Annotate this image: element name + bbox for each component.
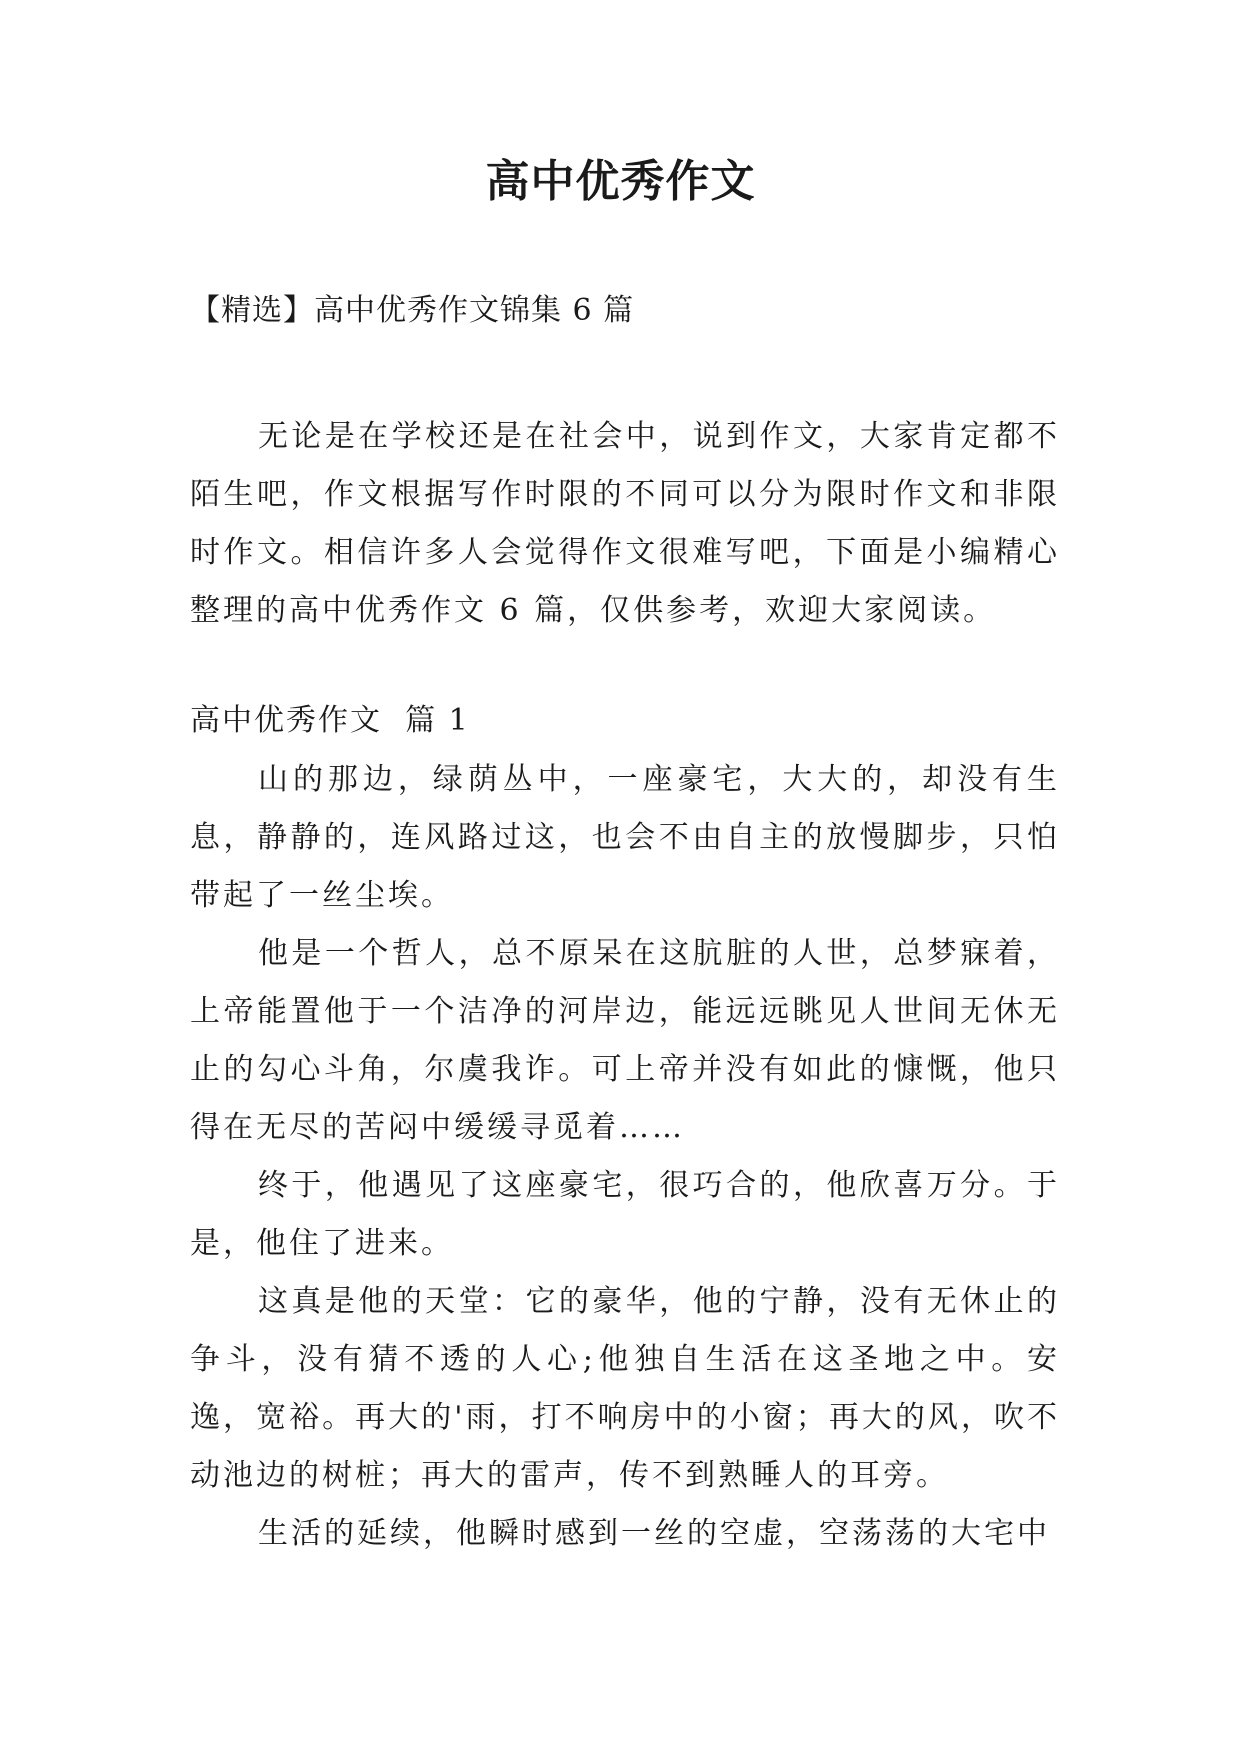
document-subtitle: 【精选】高中优秀作文锦集 6 篇 <box>190 293 635 328</box>
body-paragraph-3: 终于，他遇见了这座豪宅，很巧合的，他欣喜万分。于是，他住了进来。 <box>190 1168 1060 1261</box>
body-paragraph-2: 他是一个哲人，总不原呆在这肮脏的人世，总梦寐着，上帝能置他于一个洁净的河岸边，能远远眺见人世间无休无止的勾心斗角，尔虞我诈。可上帝并没有如此的慷慨，他只得在无尽的苦闷中缓缓寻觅着…… <box>190 936 1060 1145</box>
intro-paragraph: 无论是在学校还是在社会中，说到作文，大家肯定都不陌生吧，作文根据写作时限的不同可以分为限时作文和非限时作文。相信许多人会觉得作文很难写吧，下面是小编精心整理的高中优秀作文 6 篇，仅供参考，欢迎大家阅读。 <box>190 419 1060 628</box>
body-paragraph-5: 生活的延续，他瞬时感到一丝的空虚，空荡荡的大宅中 <box>258 1516 1050 1551</box>
section-heading: 高中优秀作文 篇 1 <box>190 703 470 738</box>
body-paragraph-1: 山的那边，绿荫丛中，一座豪宅，大大的，却没有生息，静静的，连风路过这，也会不由自主的放慢脚步，只怕带起了一丝尘埃。 <box>190 762 1060 913</box>
body-paragraph-4: 这真是他的天堂：它的豪华，他的宁静，没有无休止的争斗，没有猜不透的人心;他独自生活在这圣地之中。安逸，宽裕。再大的'雨，打不响房中的小窗；再大的风，吹不动池边的树桩；再大的雷声，传不到熟睡人的耳旁。 <box>190 1284 1060 1493</box>
document-title: 高中优秀作文 <box>485 156 756 207</box>
